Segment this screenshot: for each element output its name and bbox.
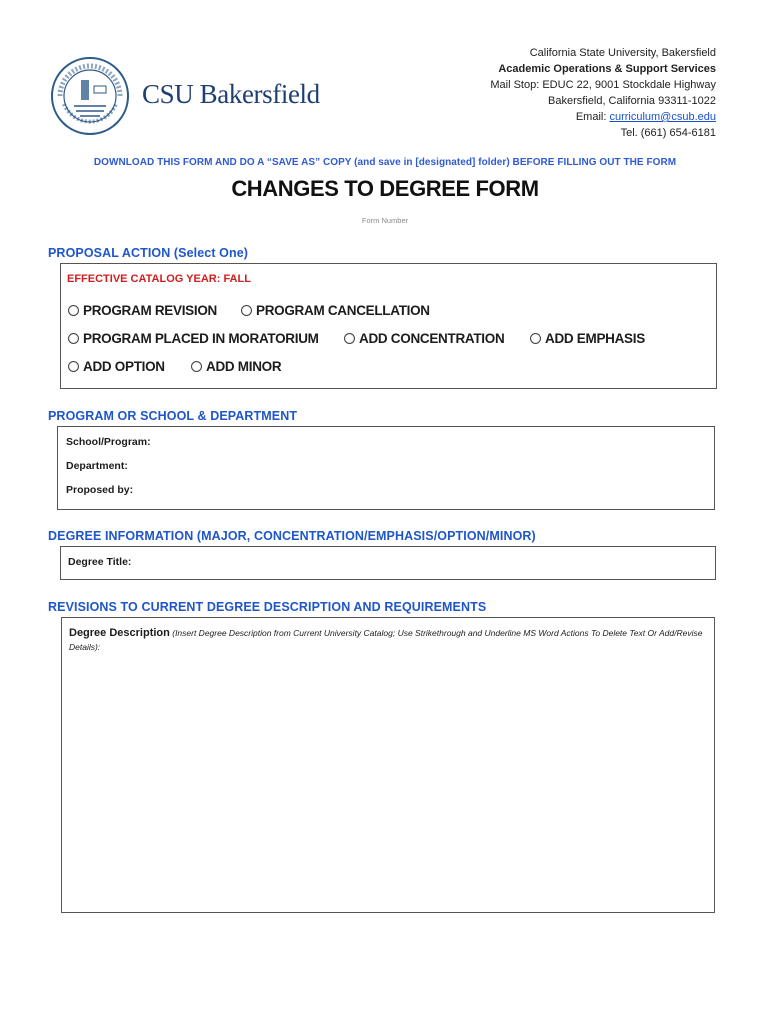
city-address: Bakersfield, California 93311-1022 — [548, 95, 716, 107]
degree-description-text — [69, 626, 709, 654]
revisions-heading: REVISIONS TO CURRENT DEGREE DESCRIPTION AND REQUIREMENTS — [48, 600, 487, 614]
form-number-label: Form Number — [361, 216, 409, 225]
radio-icon[interactable] — [191, 361, 202, 372]
university-name: California State University, Bakersfield — [529, 47, 716, 59]
option-program-cancellation[interactable] — [241, 303, 430, 318]
csub-seal-logo — [50, 56, 130, 136]
radio-icon[interactable] — [241, 305, 252, 316]
program-department-heading: PROGRAM OR SCHOOL & DEPARTMENT — [48, 409, 298, 423]
proposal-action-heading: PROPOSAL ACTION (Select One) — [48, 246, 249, 260]
contact-block — [490, 45, 716, 141]
degree-description-instructions: (Insert Degree Description from Current University Catalog; Use Strikethrough and Underline MS Word Actions To Delete Text Or Add/Revise Details): — [69, 628, 703, 652]
radio-icon[interactable] — [68, 305, 79, 316]
degree-title-box[interactable] — [60, 546, 716, 580]
option-program-moratorium[interactable] — [68, 331, 319, 346]
office-name: Academic Operations & Support Services — [498, 63, 716, 75]
degree-description-box[interactable] — [61, 617, 715, 913]
option-label: ADD OPTION — [83, 359, 165, 374]
radio-icon[interactable] — [344, 333, 355, 344]
catalog-year-label: EFFECTIVE CATALOG YEAR: FALL — [67, 273, 251, 285]
program-department-box[interactable] — [57, 426, 715, 510]
radio-icon[interactable] — [68, 333, 79, 344]
brand-name: CSU Bakersfield — [142, 79, 320, 109]
option-add-concentration[interactable] — [344, 331, 504, 346]
telephone: Tel. (661) 654-6181 — [620, 127, 716, 139]
degree-description-label: Degree Description — [69, 627, 170, 639]
school-program-label: School/Program: — [66, 436, 151, 448]
option-label: PROGRAM PLACED IN MORATORIUM — [83, 331, 319, 346]
option-label: PROGRAM CANCELLATION — [256, 303, 430, 318]
radio-icon[interactable] — [68, 361, 79, 372]
department-label: Department: — [66, 460, 128, 472]
option-label: ADD CONCENTRATION — [359, 331, 505, 346]
mail-stop: Mail Stop: EDUC 22, 9001 Stockdale Highway — [490, 79, 716, 91]
page-title: CHANGES TO DEGREE FORM — [231, 176, 539, 201]
degree-title-label: Degree Title: — [68, 556, 132, 568]
option-add-emphasis[interactable] — [530, 331, 645, 346]
option-label: ADD MINOR — [206, 359, 282, 374]
radio-icon[interactable] — [530, 333, 541, 344]
option-label: PROGRAM REVISION — [83, 303, 217, 318]
option-program-revision[interactable] — [68, 303, 217, 318]
email-label: Email: — [575, 111, 610, 123]
download-notice: DOWNLOAD THIS FORM AND DO A “SAVE AS” COPY (and save in [designated] folder) BEFORE FILLING OUT THE FORM — [93, 157, 677, 168]
email-line — [490, 109, 716, 125]
email-link[interactable]: curriculum@csub.edu — [609, 111, 716, 123]
proposed-by-label: Proposed by: — [66, 484, 134, 496]
option-add-option[interactable] — [68, 359, 165, 374]
degree-information-heading: DEGREE INFORMATION (MAJOR, CONCENTRATION/EMPHASIS/OPTION/MINOR) — [48, 529, 536, 543]
option-label: ADD EMPHASIS — [545, 331, 645, 346]
option-add-minor[interactable] — [191, 359, 281, 374]
